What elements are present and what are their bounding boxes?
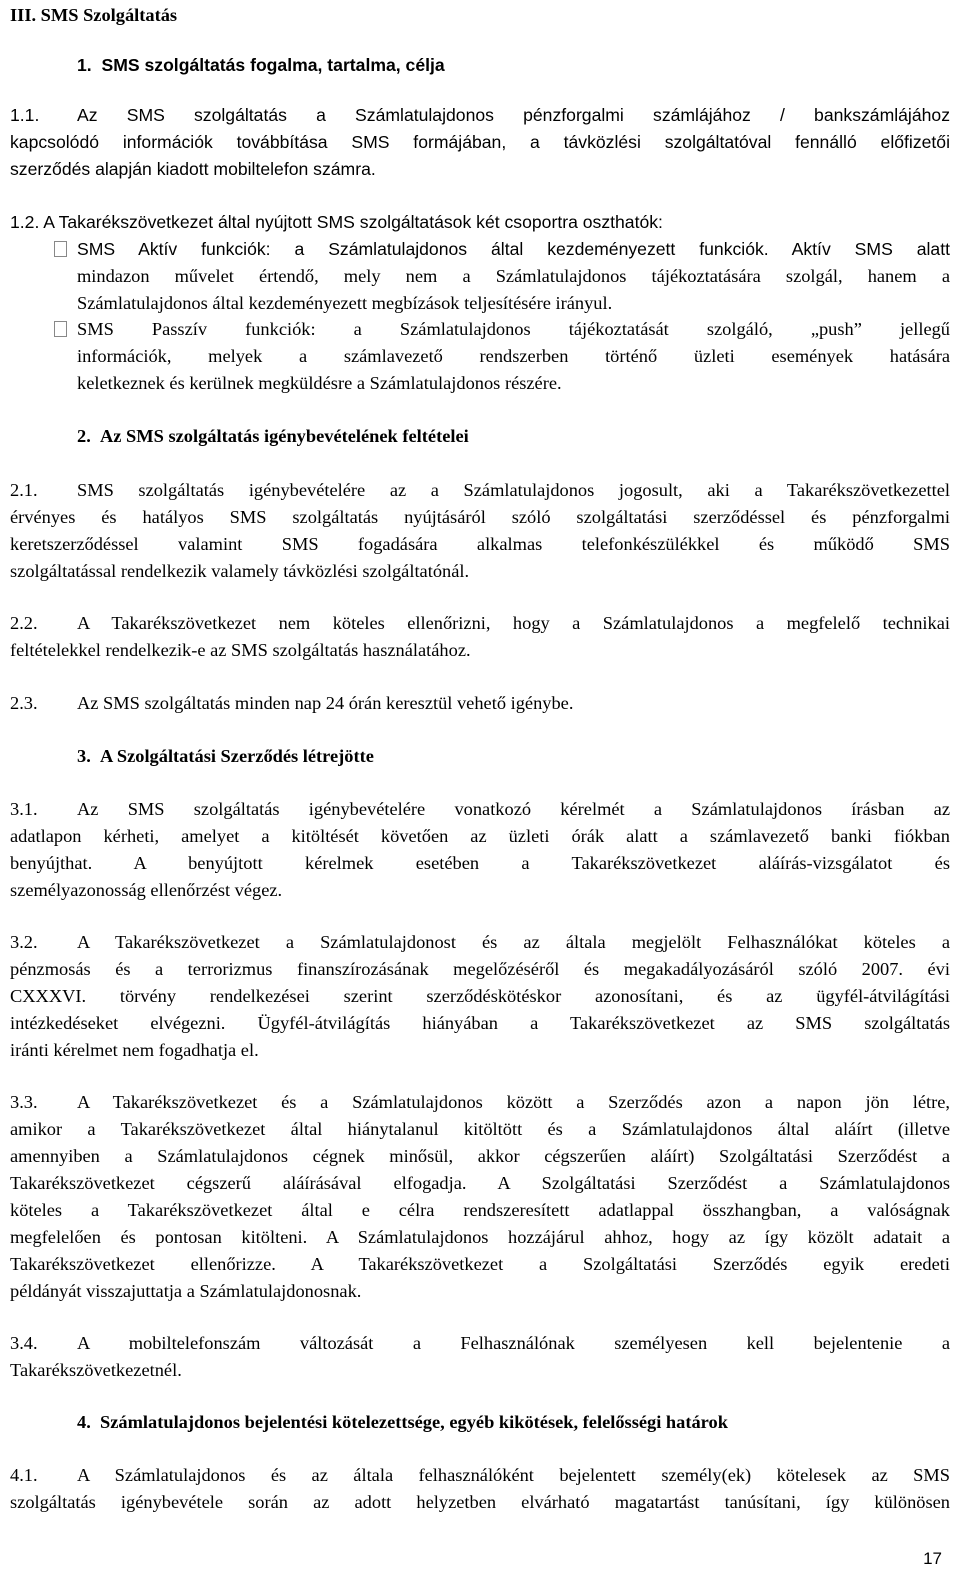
- paragraph-3-1-line: személyazonosság ellenőrzést végez.: [10, 880, 283, 900]
- paragraph-2-2-line: A Takarékszövetkezet nem köteles ellenőrizni, hogy a Számlatulajdonos a megfelelő technikai: [77, 613, 950, 633]
- page-number: 17: [923, 1549, 942, 1568]
- bullet-2-line: információk, melyek a számlavezető rendszerben történő üzleti események hatására: [77, 346, 950, 366]
- paragraph-3-3-line: Takarékszövetkezet cégszerű aláírásával elfogadja. A Szolgáltatási Szerződést a Számlatulajdonos: [10, 1173, 950, 1193]
- bullet-1-line: Számlatulajdonos által kezdeményezett megbízások teljesítésére irányul.: [77, 293, 613, 313]
- paragraph-1-1-line: szerződés alapján kiadott mobiltelefon számra.: [10, 159, 376, 179]
- bullet-2-line: keletkeznek és kerülnek megküldésre a Számlatulajdonos részére.: [77, 373, 562, 393]
- paragraph-3-3-line: amikor a Takarékszövetkezet által hiánytalanul kitöltött és a Számlatulajdonos által aláírt (illetve: [10, 1119, 950, 1139]
- section-title: III. SMS Szolgáltatás: [10, 5, 178, 25]
- paragraph-1-1-number: 1.1.: [10, 105, 40, 125]
- paragraph-2-2-number: 2.2.: [10, 613, 38, 633]
- heading-4-number: 4.: [77, 1412, 91, 1432]
- paragraph-1-2-intro: 1.2. A Takarékszövetkezet által nyújtott SMS szolgáltatások két csoportra oszthatók:: [10, 212, 663, 232]
- bullet-box-icon: [54, 241, 67, 257]
- bullet-1-line: SMS Aktív funkciók: a Számlatulajdonos által kezdeményezett funkciók. Aktív SMS alatt: [77, 239, 950, 259]
- paragraph-2-1-line: keretszerződéssel valamint SMS fogadására alkalmas telefonkészülékkel és működő SMS: [10, 534, 950, 554]
- paragraph-3-4-line: Takarékszövetkezetnél.: [10, 1360, 182, 1380]
- paragraph-2-3-line: Az SMS szolgáltatás minden nap 24 órán keresztül vehető igénybe.: [77, 693, 574, 713]
- paragraph-3-3-line: megfelelően és pontosan kitölteni. A Számlatulajdonos hozzájárul ahhoz, hogy az így közölt adatait a: [10, 1227, 950, 1247]
- paragraph-3-1-line: adatlapon kérheti, amelyet a kitöltését követően az üzleti órák alatt a számlavezető banki fiókban: [10, 826, 950, 846]
- paragraph-4-1-number: 4.1.: [10, 1465, 38, 1485]
- paragraph-3-1-line: Az SMS szolgáltatás igénybevételére vonatkozó kérelmét a Számlatulajdonos írásban az: [77, 799, 950, 819]
- paragraph-3-3-number: 3.3.: [10, 1092, 38, 1112]
- paragraph-3-3-line: példányát visszajuttatja a Számlatulajdonosnak.: [10, 1281, 362, 1301]
- heading-1: [77, 52, 445, 79]
- heading-3-number: 3.: [77, 746, 91, 766]
- paragraph-3-4-line: A mobiltelefonszám változását a Felhasználónak személyesen kell bejelentenie a: [77, 1333, 950, 1353]
- paragraph-2-1-number: 2.1.: [10, 480, 38, 500]
- heading-2-number: 2.: [77, 426, 91, 446]
- paragraph-4-1-line: szolgáltatás igénybevétele során az adott helyzetben elvárható magatartást tanúsítani, így különösen: [10, 1492, 950, 1512]
- heading-2-text: Az SMS szolgáltatás igénybevételének feltételei: [100, 426, 469, 446]
- paragraph-4-1-line: A Számlatulajdonos és az általa felhasználóként bejelentett személy(ek) kötelesek az SMS: [77, 1465, 950, 1485]
- paragraph-3-2-number: 3.2.: [10, 932, 38, 952]
- paragraph-2-1-line: SMS szolgáltatás igénybevételére az a Számlatulajdonos jogosult, aki a Takarékszövetkezettel: [77, 480, 950, 500]
- paragraph-3-3-line: Takarékszövetkezet ellenőrizze. A Takarékszövetkezet a Szolgáltatási Szerződés egyik eredeti: [10, 1254, 950, 1274]
- paragraph-3-3-line: amennyiben a Számlatulajdonos cégnek minősül, akkor cégszerűen aláírt) Szolgáltatási Szerződést a: [10, 1146, 950, 1166]
- paragraph-3-1-number: 3.1.: [10, 799, 38, 819]
- paragraph-3-1-line: benyújthat. A benyújtott kérelmek esetében a Takarékszövetkezet aláírás-vizsgálatot és: [10, 853, 950, 873]
- heading-1-number: 1.: [77, 55, 92, 75]
- heading-4-text: Számlatulajdonos bejelentési kötelezettsége, egyéb kikötések, felelősségi határok: [100, 1412, 728, 1432]
- paragraph-3-2-line: intézkedéseket elvégezni. Ügyfél-átvilágítás hiányában a Takarékszövetkezet az SMS szolgáltatás: [10, 1013, 950, 1033]
- bullet-1-line: mindazon művelet értendő, mely nem a Számlatulajdonos tájékoztatására szolgál, hanem a: [77, 266, 950, 286]
- heading-1-text: SMS szolgáltatás fogalma, tartalma, célja: [101, 55, 445, 75]
- paragraph-1-1-line: kapcsolódó információk továbbítása SMS formájában, a távközlési szolgáltatóval fennálló előfizetői: [10, 132, 950, 152]
- paragraph-2-2-line: feltételekkel rendelkezik-e az SMS szolgáltatás használatához.: [10, 640, 471, 660]
- paragraph-3-2-line: iránti kérelmet nem fogadhatja el.: [10, 1040, 259, 1060]
- heading-4: [77, 1409, 728, 1436]
- paragraph-3-2-line: A Takarékszövetkezet a Számlatulajdonost és az általa megjelölt Felhasználókat köteles a: [77, 932, 950, 952]
- bullet-box-icon: [54, 321, 67, 337]
- paragraph-3-2-line: pénzmosás és a terrorizmus finanszírozásának megelőzéséről és megakadályozásáról szóló 2007. évi: [10, 959, 950, 979]
- heading-3: [77, 743, 374, 770]
- paragraph-3-3-line: A Takarékszövetkezet és a Számlatulajdonos között a Szerződés azon a napon jön létre,: [77, 1092, 950, 1112]
- paragraph-3-2-line: CXXXVI. törvény rendelkezései szerint szerződéskötéskor azonosítani, és az ügyfél-átvilágítási: [10, 986, 950, 1006]
- paragraph-3-4-number: 3.4.: [10, 1333, 38, 1353]
- heading-2: [77, 423, 469, 450]
- heading-3-text: A Szolgáltatási Szerződés létrejötte: [100, 746, 374, 766]
- paragraph-2-1-line: érvényes és hatályos SMS szolgáltatás nyújtásáról szóló szolgáltatási szerződéssel és pénzforgalmi: [10, 507, 950, 527]
- bullet-2-line: SMS Passzív funkciók: a Számlatulajdonos tájékoztatását szolgáló, „push” jellegű: [77, 319, 950, 339]
- paragraph-2-3-number: 2.3.: [10, 693, 38, 713]
- paragraph-3-3-line: köteles a Takarékszövetkezet által e célra rendszeresített adatlappal összhangban, a valóságnak: [10, 1200, 950, 1220]
- paragraph-1-1-line: Az SMS szolgáltatás a Számlatulajdonos pénzforgalmi számlájához / bankszámlájához: [77, 105, 950, 125]
- paragraph-2-1-line: szolgáltatással rendelkezik valamely távközlési szolgáltatónál.: [10, 561, 470, 581]
